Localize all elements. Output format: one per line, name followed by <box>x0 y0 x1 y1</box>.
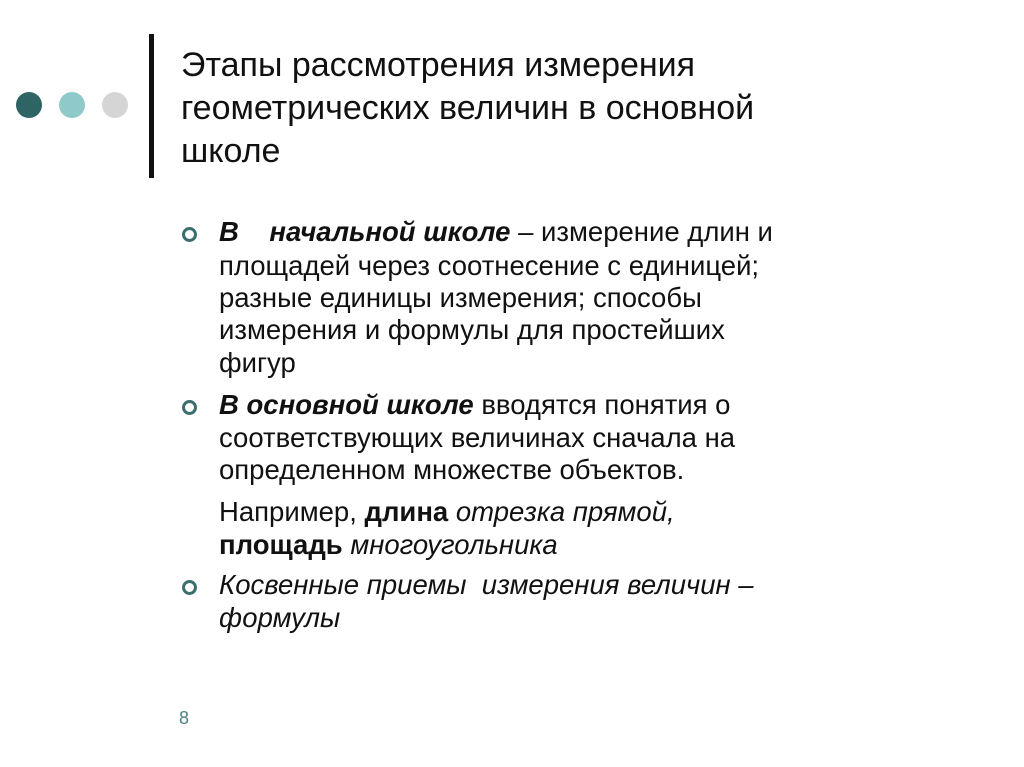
bold-term: В начальной школе <box>219 216 511 247</box>
bullet-3-line: формулы <box>219 602 341 633</box>
example-line <box>219 529 558 561</box>
bullet-icon <box>182 227 197 242</box>
text: Например, <box>219 496 365 527</box>
title-divider <box>149 34 154 178</box>
bullet-1-line: фигур <box>219 347 296 378</box>
page-number: 8 <box>179 708 190 728</box>
italic-text: многоугольника <box>342 529 558 560</box>
bold-term: площадь <box>219 529 343 560</box>
bullet-1-line: площадей через соотнесение с единицей; <box>219 250 760 281</box>
text: вводятся понятия о <box>473 389 731 420</box>
decor-dot-light <box>59 92 85 118</box>
slide-title <box>181 44 754 173</box>
bold-term: длина <box>364 496 449 527</box>
bold-term: В основной школе <box>219 389 474 420</box>
bullet-2-line <box>219 389 730 421</box>
bullet-2-line: соответствующих величинах сначала на <box>219 422 736 453</box>
bullet-1-line: разные единицы измерения; способы <box>219 282 702 313</box>
title-line: Этапы рассмотрения измерения <box>181 46 696 84</box>
bullet-3-line: Косвенные приемы измерения величин – <box>219 569 754 600</box>
bullet-2-line: определенном множестве объектов. <box>219 454 685 485</box>
bullet-icon <box>182 580 197 595</box>
example-line <box>219 496 675 528</box>
italic-text: отрезка прямой, <box>448 496 675 527</box>
bullet-1-line: измерения и формулы для простейших <box>219 314 725 345</box>
title-line: школе <box>181 132 281 170</box>
title-line: геометрических величин в основной <box>181 89 755 127</box>
bullet-icon <box>182 400 197 415</box>
text: – измерение длин и <box>510 216 773 247</box>
decor-dot-dark <box>16 92 42 118</box>
bullet-1-line <box>219 216 773 248</box>
decor-dot-gray <box>102 92 128 118</box>
